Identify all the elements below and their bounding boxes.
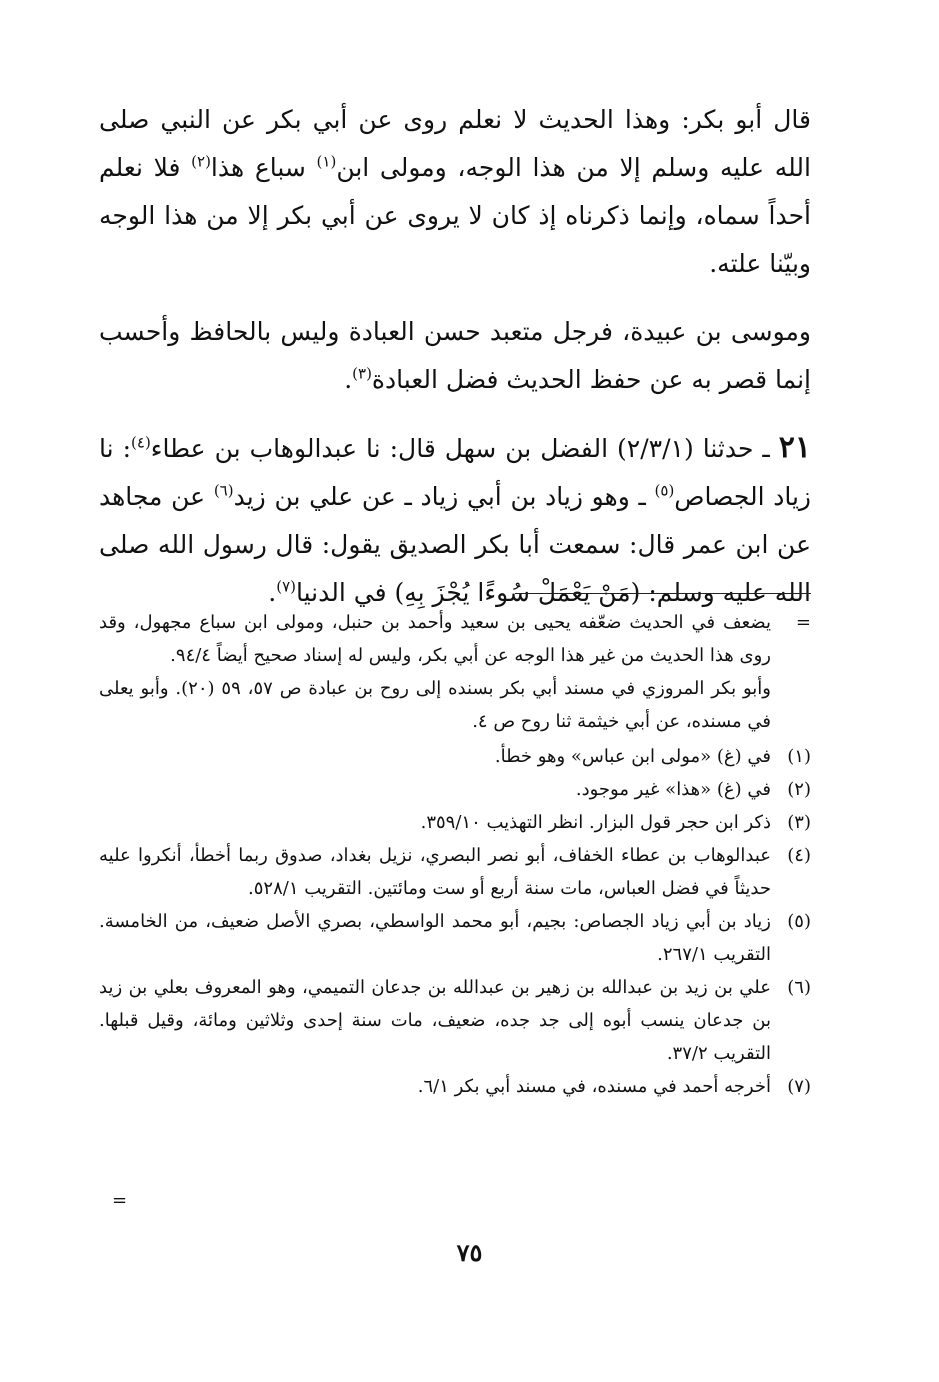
footnote-text: زياد بن أبي زياد الجصاص: بجيم، أبو محمد الواسطي، بصري الأصل ضعيف، من الخامسة. التقريب ٢٦٧/١. xyxy=(99,911,771,965)
main-text xyxy=(99,96,811,617)
paragraph-1-text-c: فلا نعلم أحداً سماه، وإنما ذكرناه إذ كان لا يروى عن أبي بكر إلا من هذا الوجه وبيّنا علته. xyxy=(99,153,811,278)
footnote-text: أخرجه أحمد في مسنده، في مسند أبي بكر ٦/١. xyxy=(417,1076,771,1097)
hadith-end: . xyxy=(268,578,277,607)
footnote-marker: (٤) xyxy=(787,845,811,866)
hadith-text-d: عن مجاهد عن ابن عمر قال: سمعت أبا بكر الصديق يقول: قال رسول الله صلى الله عليه وسلم: (مَنْ يَعْمَلْ سُوءًا يُجْزَ بِهِ) في الدنيا xyxy=(99,482,811,607)
footnote-7 xyxy=(99,1070,811,1103)
footnote-text: وأبو بكر المروزي في مسند أبي بكر بسنده إلى روح بن عبادة ص ٥٧، ٥٩ (٢٠). وأبو يعلى في مسنده، عن أبي خيثمة ثنا روح ص ٤. xyxy=(99,678,771,732)
hadith-number: ٢١ xyxy=(778,430,811,465)
footnote-6 xyxy=(99,971,811,1070)
paragraph-1-text-a: قال أبو بكر: وهذا الحديث لا نعلم روى عن أبي بكر عن النبي صلى الله عليه وسلم إلا من هذا الوجه، ومولى ابن xyxy=(99,105,811,182)
footnote-text: في (غ) «هذا» غير موجود. xyxy=(575,779,771,800)
paragraph-2-end: . xyxy=(344,365,353,394)
footnote-marker: (٢) xyxy=(787,779,811,800)
footnote-ref-1[interactable]: (١) xyxy=(316,152,337,171)
footnote-text: في (غ) «مولى ابن عباس» وهو خطأ. xyxy=(494,746,771,767)
footnote-1 xyxy=(99,740,811,773)
footnote-marker: (١) xyxy=(787,746,811,767)
hadith-21 xyxy=(99,424,811,617)
footnote-marker: (٦) xyxy=(787,977,811,998)
footnote-text: علي بن زيد بن عبدالله بن زهير بن عبدالله بن جدعان التميمي، وهو المعروف بعلي بن زيد بن جدعان ينسب أبوه إلى جد جده، ضعيف، مات سنة إحدى وثلاثين ومائة، وقيل قبلها. التقريب ٣٧/٢. xyxy=(99,977,771,1064)
footnote-2 xyxy=(99,773,811,806)
footnote-3 xyxy=(99,806,811,839)
hadith-text-a: ـ حدثنا (٢/٣/١) الفضل بن سهل قال: نا عبدالوهاب بن عطاء xyxy=(150,434,779,463)
hadith-text-c: ـ وهو زياد بن أبي زياد ـ عن علي بن زيد xyxy=(233,482,655,511)
footnote-ref-3[interactable]: (٣) xyxy=(352,364,372,383)
continuation-mark: = xyxy=(112,1190,128,1211)
paragraph-2 xyxy=(99,308,811,404)
paragraph-2-text: وموسى بن عبيدة، فرجل متعبد حسن العبادة وليس بالحافظ وأحسب إنما قصر به عن حفظ الحديث فضل العبادة xyxy=(99,317,811,394)
page-number: ٧٥ xyxy=(456,1238,483,1267)
footnote-marker: (٧) xyxy=(787,1076,811,1097)
footnote-continued-2 xyxy=(99,672,811,738)
footnote-ref-5[interactable]: (٥) xyxy=(654,481,675,500)
footnote-continued xyxy=(99,606,811,672)
footnote-text: ذكر ابن حجر قول البزار. انظر التهذيب ٣٥٩/١٠. xyxy=(420,812,771,833)
footnote-5 xyxy=(99,905,811,971)
footnote-text: يضعف في الحديث ضعّفه يحيى بن سعيد وأحمد بن حنبل، ومولى ابن سباع مجهول، وقد روى هذا الحديث من غير هذا الوجه عن أبي بكر، وليس له إسناد صحيح أيضاً ٩٤/٤. xyxy=(99,612,771,666)
footnote-divider xyxy=(515,593,811,594)
footnote-marker xyxy=(771,672,811,738)
footnote-ref-6[interactable]: (٦) xyxy=(213,481,234,500)
footnote-ref-4[interactable]: (٤) xyxy=(131,433,151,452)
footnote-ref-2[interactable]: (٢) xyxy=(191,152,211,171)
footnote-ref-7[interactable]: (٧) xyxy=(276,577,296,596)
footnote-marker: = xyxy=(795,612,811,633)
paragraph-1 xyxy=(99,96,811,288)
footnote-4 xyxy=(99,839,811,905)
hadith-text-b: : نا زياد الجصاص xyxy=(99,434,811,511)
footnote-text: عبدالوهاب بن عطاء الخفاف، أبو نصر البصري، نزيل بغداد، صدوق ربما أخطأ، أنكروا عليه حديثاً في فضل العباس، مات سنة أربع أو ست ومائتين. التقريب ٥٢٨/١. xyxy=(99,845,771,899)
paragraph-1-text-b: سباع هذا xyxy=(210,153,317,182)
footnote-marker: (٣) xyxy=(787,812,811,833)
footnotes xyxy=(99,606,811,1103)
footnote-marker: (٥) xyxy=(787,911,811,932)
